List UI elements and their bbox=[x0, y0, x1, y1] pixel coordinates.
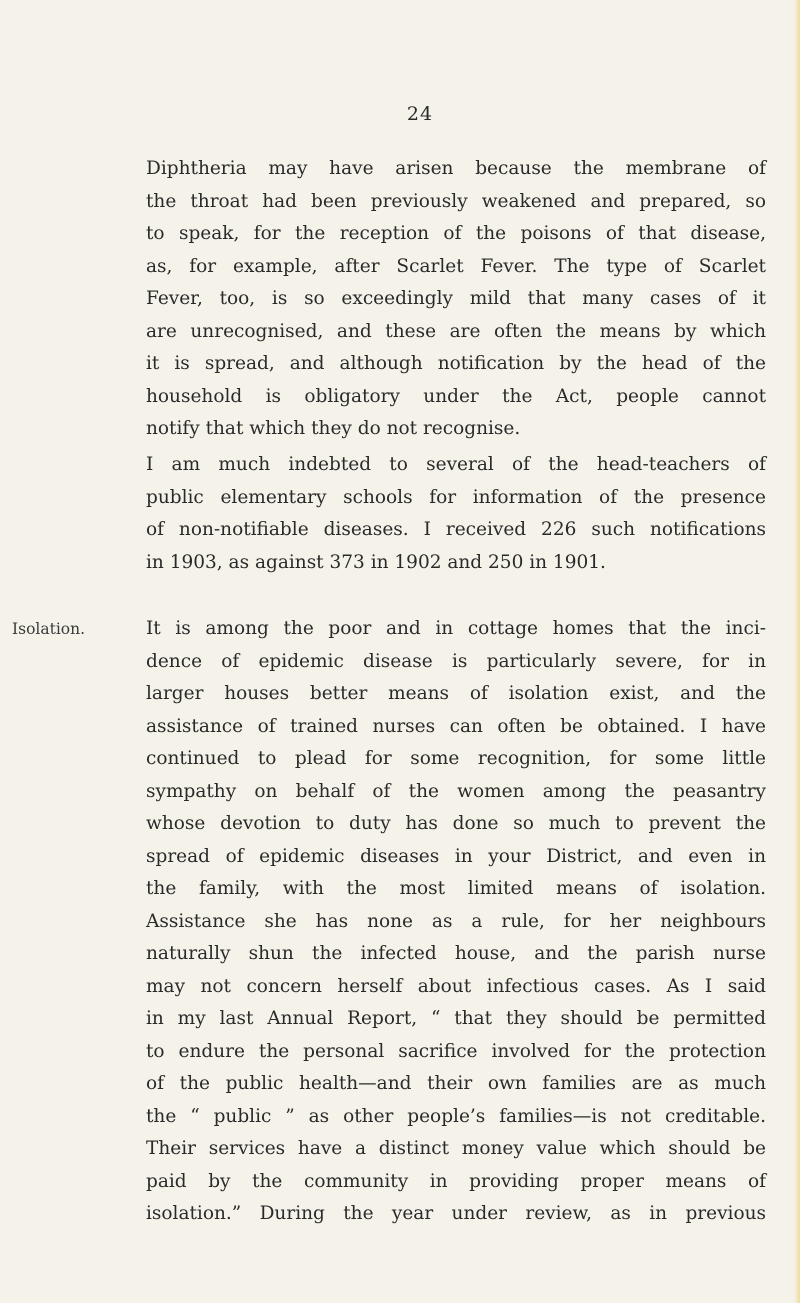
text-line: of the public health—and their own families are as much bbox=[146, 1073, 766, 1094]
paragraph-3 bbox=[146, 613, 766, 1231]
text-line: larger houses better means of isolation exist, and the bbox=[146, 683, 766, 704]
text-line: of non-notifiable diseases. I received 226 such notifications bbox=[146, 519, 766, 540]
text-line: Their services have a distinct money value which should be bbox=[146, 1138, 766, 1159]
page-number: 24 bbox=[406, 103, 434, 125]
text-line: public elementary schools for information of the presence bbox=[146, 486, 766, 508]
paragraph-1 bbox=[146, 153, 766, 446]
text-line: as, for example, after Scarlet Fever. The type of Scarlet bbox=[146, 255, 766, 277]
text-line: Assistance she has none as a rule, for her neighbours bbox=[146, 910, 766, 932]
text-line: household is obligatory under the Act, people cannot bbox=[146, 385, 766, 407]
paragraph-2 bbox=[146, 449, 766, 579]
text-line: to endure the personal sacrifice involved for the protection bbox=[146, 1040, 766, 1062]
text-line: in 1903, as against 373 in 1902 and 250 in 1901. bbox=[146, 551, 606, 573]
text-line: paid by the community in providing proper means of bbox=[146, 1170, 766, 1192]
text-line: continued to plead for some recognition, for some little bbox=[146, 748, 766, 769]
text-line: it is spread, and although notification by the head of the bbox=[146, 353, 766, 374]
text-line: to speak, for the reception of the poisons of that disease, bbox=[146, 223, 766, 244]
text-line: Fever, too, is so exceedingly mild that many cases of it bbox=[146, 288, 766, 309]
text-line: may not concern herself about infectious cases. As I said bbox=[146, 975, 766, 997]
text-line: the family, with the most limited means of isolation. bbox=[146, 878, 766, 899]
text-line: whose devotion to duty has done so much to prevent the bbox=[146, 813, 766, 834]
text-line: Diphtheria may have arisen because the membrane of bbox=[146, 158, 766, 179]
text-line: assistance of trained nurses can often be obtained. I have bbox=[146, 715, 766, 737]
text-line: sympathy on behalf of the women among the peasantry bbox=[146, 780, 766, 802]
text-line: naturally shun the infected house, and the parish nurse bbox=[146, 943, 766, 964]
text-line: dence of epidemic disease is particularly severe, for in bbox=[146, 650, 766, 672]
text-line: notify that which they do not recognise. bbox=[146, 418, 521, 439]
text-line: are unrecognised, and these are often the means by which bbox=[146, 320, 766, 342]
text-line: in my last Annual Report, “ that they should be permitted bbox=[146, 1008, 766, 1029]
text-line: the “ public ” as other people’s families—is not creditable. bbox=[146, 1105, 766, 1127]
page-edge bbox=[794, 0, 800, 1303]
text-line: It is among the poor and in cottage homes that the inci- bbox=[146, 618, 766, 639]
margin-note-isolation: Isolation. bbox=[12, 620, 86, 638]
text-line: I am much indebted to several of the head-teachers of bbox=[146, 454, 766, 475]
text-line: isolation.” During the year under review, as in previous bbox=[146, 1203, 766, 1224]
text-line: the throat had been previously weakened and prepared, so bbox=[146, 190, 766, 212]
text-line: spread of epidemic diseases in your District, and even in bbox=[146, 845, 766, 867]
